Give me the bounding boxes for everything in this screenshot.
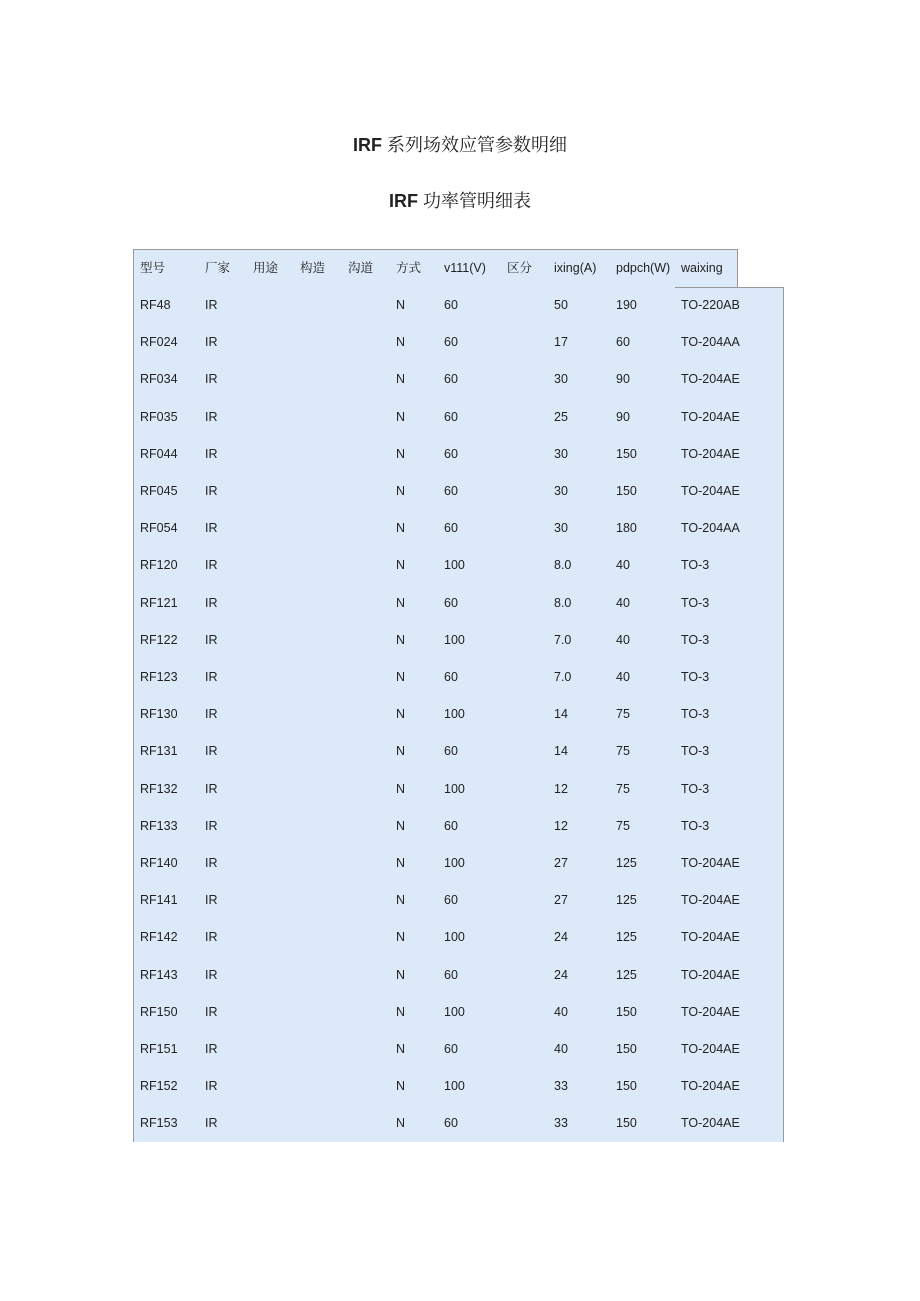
table-cell: RF152 [140,1079,178,1094]
table-cell: TO-3 [681,781,710,796]
table-cell: IR [205,446,218,461]
table-cell: TO-3 [681,595,710,610]
table-cell: 60 [444,372,458,387]
table-cell: TO-204AE [681,967,740,982]
table-cell: RF131 [140,744,178,759]
table-cell: N [396,335,406,350]
table-cell: N [396,558,406,573]
table-cell: 150 [616,446,637,461]
table-cell: IR [205,967,218,982]
table-cell: 150 [616,484,637,498]
table-cell: 90 [616,372,630,387]
column-header: 方式 [396,261,422,275]
table-cell: 100 [444,1079,465,1094]
table-cell: RF140 [140,856,178,870]
table-cell: TO-204AE [681,1079,740,1094]
table-row [134,473,783,510]
table-cell: RF142 [140,930,178,945]
table-cell: 24 [554,930,568,945]
table-cell: 8.0 [554,558,572,573]
table-cell: IR [205,595,218,610]
table-cell: IR [205,1004,218,1019]
table-cell: N [396,967,406,982]
table-cell: IR [205,856,218,870]
table-row [134,510,783,547]
table-cell: 60 [444,335,458,350]
subtitle-bold: IRF [388,191,418,211]
table-cell: 30 [554,484,568,498]
table-cell: TO-204AE [681,856,740,870]
table-row [134,324,783,361]
table-row [134,696,783,733]
table-cell: 60 [444,1116,458,1131]
table-cell: 17 [554,335,568,350]
table-cell: 100 [444,632,465,647]
table-cell: TO-3 [681,670,710,684]
table-cell: RF141 [140,893,178,908]
table-row [134,808,783,845]
table-cell: RF054 [140,521,178,536]
table-header [133,249,738,288]
table-cell: 100 [444,1004,465,1019]
table-cell: 150 [616,1116,637,1131]
table-cell: 33 [554,1116,568,1131]
table-cell: IR [205,930,218,945]
table-cell: IR [205,1042,218,1056]
table-cell: 100 [444,707,465,722]
column-header: 用途 [253,261,279,275]
table-cell: 75 [616,818,630,833]
table-cell: 33 [554,1079,568,1094]
table-cell: TO-204AE [681,893,740,908]
table-cell: IR [205,335,218,350]
table-cell: 40 [616,595,630,610]
table-cell: TO-204AE [681,409,740,424]
table-cell: TO-204AA [681,335,740,350]
table-cell: TO-204AE [681,1004,740,1019]
title-text: 系列场效应管参数明细 [382,135,567,155]
table-cell: RF130 [140,707,178,722]
table-cell: N [396,521,406,536]
document-title [0,131,920,157]
column-header: 构造 [300,261,326,275]
table-row [134,919,783,956]
table-cell: RF122 [140,632,178,647]
table-cell: 150 [616,1042,637,1056]
table-cell: TO-3 [681,707,710,722]
table-cell: N [396,670,406,684]
table-cell: RF48 [140,298,171,312]
table-cell: TO-3 [681,818,710,833]
column-header: 型号 [140,261,166,275]
table-cell: N [396,484,406,498]
table-row [134,361,783,398]
column-header: v111(V) [444,261,486,275]
table-cell: TO-204AE [681,484,740,498]
table-cell: N [396,1004,406,1019]
table-cell: 60 [444,893,458,908]
table-cell: 40 [616,632,630,647]
table-cell: 50 [554,298,568,312]
table-cell: 125 [616,856,637,870]
table-cell: TO-204AE [681,1042,740,1056]
table-cell: TO-204AE [681,1116,740,1131]
table-cell: IR [205,744,218,759]
table-cell: 7.0 [554,632,572,647]
table-cell: IR [205,484,218,498]
table-cell: 24 [554,967,568,982]
table-cell: 180 [616,521,637,536]
table-cell: RF133 [140,818,178,833]
table-cell: IR [205,298,218,312]
table-row [134,399,783,436]
table-cell: 75 [616,707,630,722]
table-cell: 12 [554,818,568,833]
table-cell: 8.0 [554,595,572,610]
table-row [134,1068,783,1105]
column-header: 沟道 [348,261,374,275]
table-cell: 90 [616,409,630,424]
table-cell: RF123 [140,670,178,684]
column-header: 区分 [507,261,533,275]
table-cell: 60 [444,298,458,312]
table-row [134,659,783,696]
table-cell: TO-204AE [681,930,740,945]
table-cell: RF121 [140,595,178,610]
table-cell: RF143 [140,967,178,982]
table-row [134,733,783,770]
table-row [134,957,783,994]
table-cell: N [396,707,406,722]
table-cell: 40 [554,1004,568,1019]
table-row [134,547,783,584]
table-row [134,1031,783,1068]
table-cell: 12 [554,781,568,796]
table-cell: IR [205,558,218,573]
table-cell: 60 [444,409,458,424]
table-cell: IR [205,1116,218,1131]
table-cell: IR [205,521,218,536]
table-row [134,771,783,808]
table-body [133,287,784,1142]
column-header: pdpch(W) [616,261,671,275]
table-row [134,585,783,622]
table-cell: 60 [444,670,458,684]
table-cell: 40 [616,558,630,573]
table-cell: 125 [616,930,637,945]
subtitle-text: 功率管明细表 [417,191,531,211]
table-cell: 60 [444,818,458,833]
column-header: 厂家 [205,261,231,275]
table-cell: TO-3 [681,558,710,573]
table-cell: 60 [444,967,458,982]
table-cell: IR [205,632,218,647]
table-row [134,287,783,324]
table-cell: N [396,1079,406,1094]
table-row [134,1105,783,1142]
table-cell: 60 [444,744,458,759]
table-cell: IR [205,818,218,833]
table-cell: 27 [554,893,568,908]
table-cell: 30 [554,372,568,387]
table-row [134,845,783,882]
table-cell: 125 [616,893,637,908]
table-cell: 40 [616,670,630,684]
table-cell: 7.0 [554,670,572,684]
table-cell: 27 [554,856,568,870]
table-cell: RF120 [140,558,178,573]
table-cell: N [396,818,406,833]
table-cell: 14 [554,707,568,722]
table-cell: 30 [554,521,568,536]
table-cell: TO-204AE [681,446,740,461]
table-cell: TO-220AB [681,298,740,312]
table-cell: N [396,856,406,870]
column-header: waixing [681,261,723,275]
table-cell: 150 [616,1004,637,1019]
table-row [134,882,783,919]
table-cell: TO-3 [681,632,710,647]
table-cell: 40 [554,1042,568,1056]
table-cell: RF044 [140,446,178,461]
table-cell: N [396,893,406,908]
table-cell: 75 [616,781,630,796]
table-cell: IR [205,781,218,796]
table-cell: TO-3 [681,744,710,759]
table-cell: N [396,409,406,424]
table-cell: 30 [554,446,568,461]
table-cell: RF132 [140,781,178,796]
table-cell: RF034 [140,372,178,387]
table-cell: IR [205,893,218,908]
table-cell: 60 [444,521,458,536]
table-cell: RF150 [140,1004,178,1019]
table-cell: N [396,595,406,610]
table-cell: 14 [554,744,568,759]
table-cell: N [396,744,406,759]
table-cell: TO-204AA [681,521,740,536]
table-cell: RF151 [140,1042,178,1056]
table-title [0,187,920,213]
table-cell: IR [205,372,218,387]
table-cell: N [396,781,406,796]
table-cell: IR [205,670,218,684]
table-cell: 60 [444,484,458,498]
table-cell: 150 [616,1079,637,1094]
table-cell: TO-204AE [681,372,740,387]
table-cell: 100 [444,930,465,945]
table-row [134,436,783,473]
table-cell: 125 [616,967,637,982]
table-cell: RF153 [140,1116,178,1131]
table-cell: N [396,1116,406,1131]
table-cell: N [396,930,406,945]
table-cell: IR [205,707,218,722]
table-cell: 60 [616,335,630,350]
table-cell: 60 [444,595,458,610]
column-header: ixing(A) [554,261,597,275]
table-cell: N [396,298,406,312]
table-cell: RF035 [140,409,178,424]
table-row [134,622,783,659]
table-cell: N [396,632,406,647]
table-cell: 100 [444,558,465,573]
table-cell: 25 [554,409,568,424]
table-cell: RF024 [140,335,178,350]
table-cell: 100 [444,856,465,870]
header-row [134,250,737,287]
table-row [134,994,783,1031]
table-cell: N [396,1042,406,1056]
table-cell: 60 [444,446,458,461]
table-cell: IR [205,409,218,424]
table-cell: N [396,372,406,387]
table-cell: N [396,446,406,461]
table-cell: 100 [444,781,465,796]
table-cell: IR [205,1079,218,1094]
table-cell: RF045 [140,484,178,498]
table-cell: 60 [444,1042,458,1056]
title-bold: IRF [353,135,382,155]
table-cell: 75 [616,744,630,759]
table-cell: 190 [616,298,637,312]
